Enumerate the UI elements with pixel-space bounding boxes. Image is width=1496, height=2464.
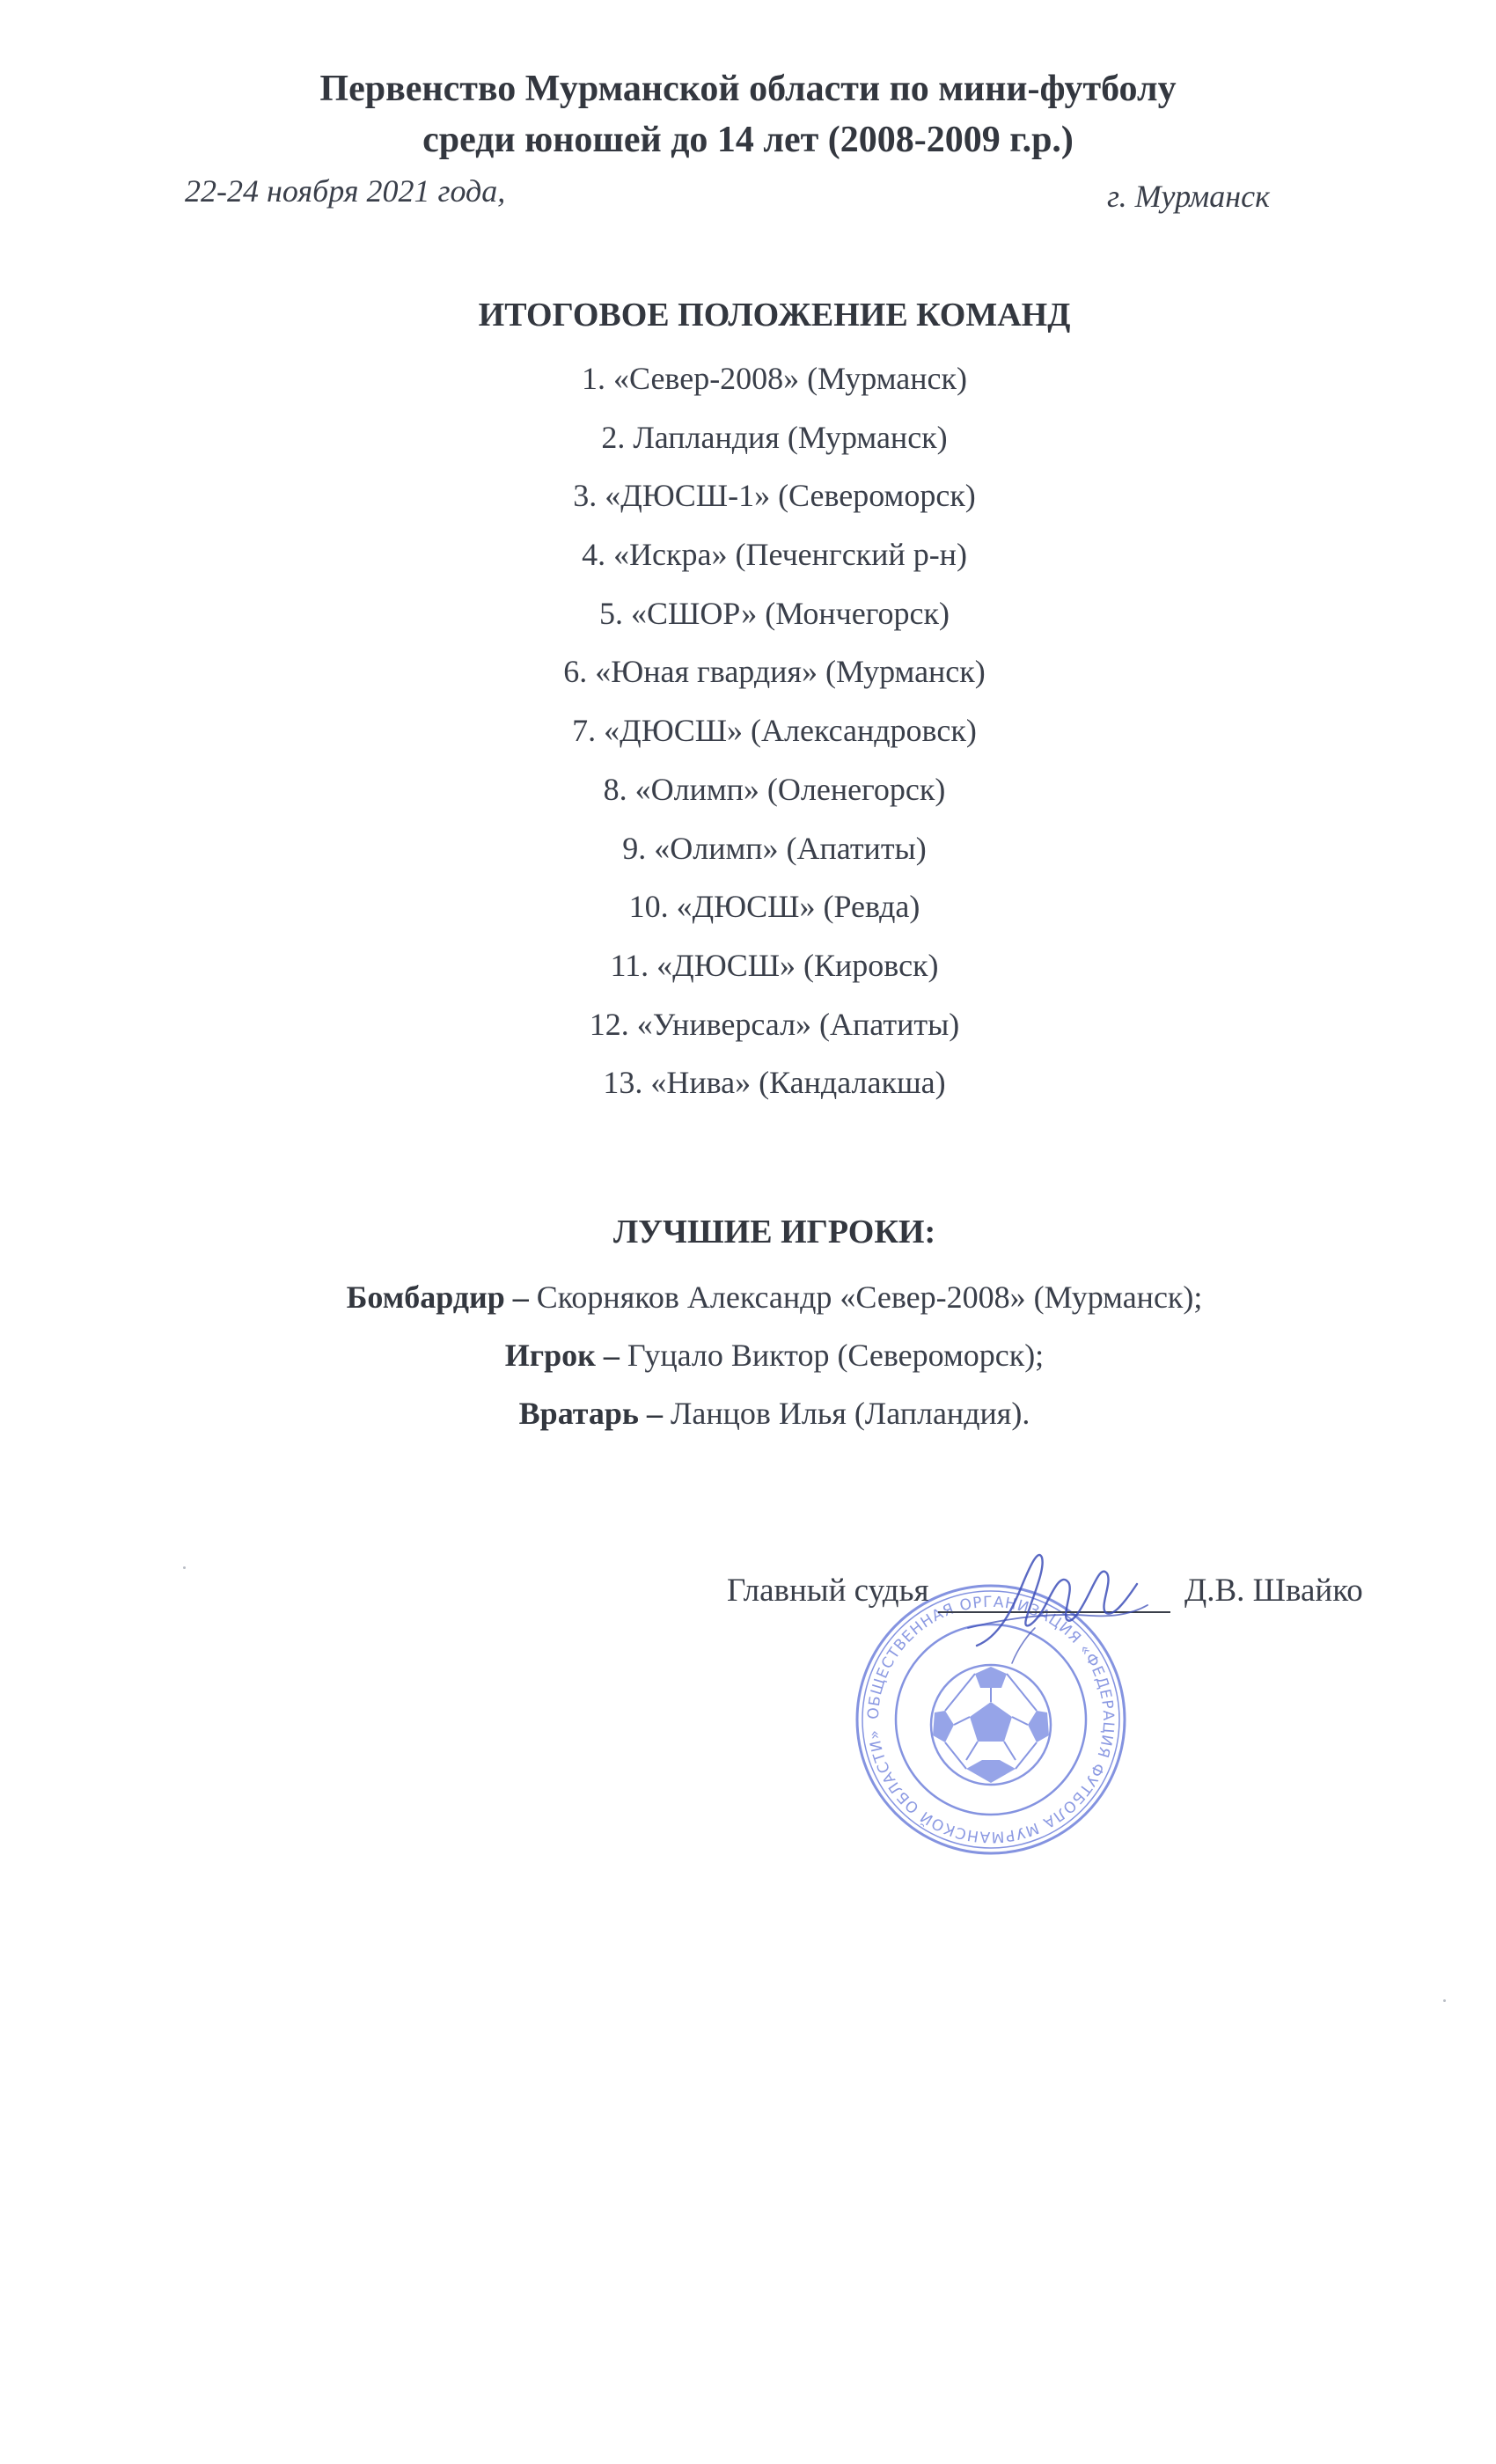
award-best-player	[0, 1331, 1496, 1389]
standings-item: 2. Лапландия (Мурманск)	[601, 419, 948, 455]
award-role: Вратарь –	[518, 1396, 663, 1431]
award-role: Игрок –	[504, 1338, 620, 1373]
event-city: г. Мурманск	[1107, 179, 1270, 214]
handwritten-signature	[950, 1531, 1153, 1681]
blank-margin	[0, 2037, 1496, 2464]
award-player: Ланцов Илья (Лапландия).	[662, 1396, 1030, 1431]
award-player: Скорняков Александр «Север-2008» (Мурманск);	[528, 1280, 1203, 1315]
standings-item: 9. «Олимп» (Апатиты)	[622, 830, 927, 866]
award-player: Гуцало Виктор (Североморск);	[619, 1338, 1045, 1373]
standings-list	[0, 354, 1496, 1117]
document-title-line-1: Первенство Мурманской области по мини-футболу	[319, 69, 1177, 109]
award-goalkeeper	[0, 1389, 1496, 1447]
stamp-ring-textpath: ОБЩЕСТВЕННАЯ ОРГАНИЗАЦИЯ «ФЕДЕРАЦИЯ ФУТБОЛА МУРМАНСКОЙ ОБЛАСТИ»	[864, 1593, 1118, 1846]
standings-item: 3. «ДЮСШ-1» (Североморск)	[573, 478, 976, 514]
event-date: 22-24 ноября 2021 года,	[185, 173, 506, 209]
standings-item: 4. «Искра» (Печенгский р-н)	[582, 537, 967, 573]
chief-referee-name: Д.В. Швайко	[1184, 1573, 1363, 1609]
standings-item: 7. «ДЮСШ» (Александровск)	[572, 713, 977, 749]
award-top-scorer	[0, 1272, 1496, 1331]
chief-referee-label: Главный судья	[727, 1573, 929, 1609]
standings-item: 12. «Универсал» (Апатиты)	[589, 1006, 960, 1042]
best-players-list	[0, 1272, 1496, 1447]
standings-item: 5. «СШОР» (Мончегорск)	[598, 595, 950, 631]
award-role: Бомбардир –	[346, 1280, 529, 1315]
scan-speck	[183, 1566, 186, 1569]
standings-item: 11. «ДЮСШ» (Кировск)	[610, 947, 939, 983]
standings-item: 10. «ДЮСШ» (Ревда)	[628, 889, 920, 925]
best-players-heading: ЛУЧШИЕ ИГРОКИ:	[612, 1214, 936, 1250]
document-title-line-2: среди юношей до 14 лет (2008-2009 г.р.)	[422, 120, 1074, 160]
standings-item: 13. «Нива» (Кандалакша)	[603, 1065, 946, 1101]
standings-heading: ИТОГОВОЕ ПОЛОЖЕНИЕ КОМАНД	[478, 297, 1071, 334]
standings-item: 8. «Олимп» (Оленегорск)	[603, 771, 946, 807]
standings-item: 1. «Север-2008» (Мурманск)	[582, 361, 967, 396]
scan-speck	[1443, 1999, 1446, 2002]
standings-item: 6. «Юная гвардия» (Мурманск)	[563, 654, 986, 690]
soccer-ball-icon	[931, 1665, 1051, 1785]
